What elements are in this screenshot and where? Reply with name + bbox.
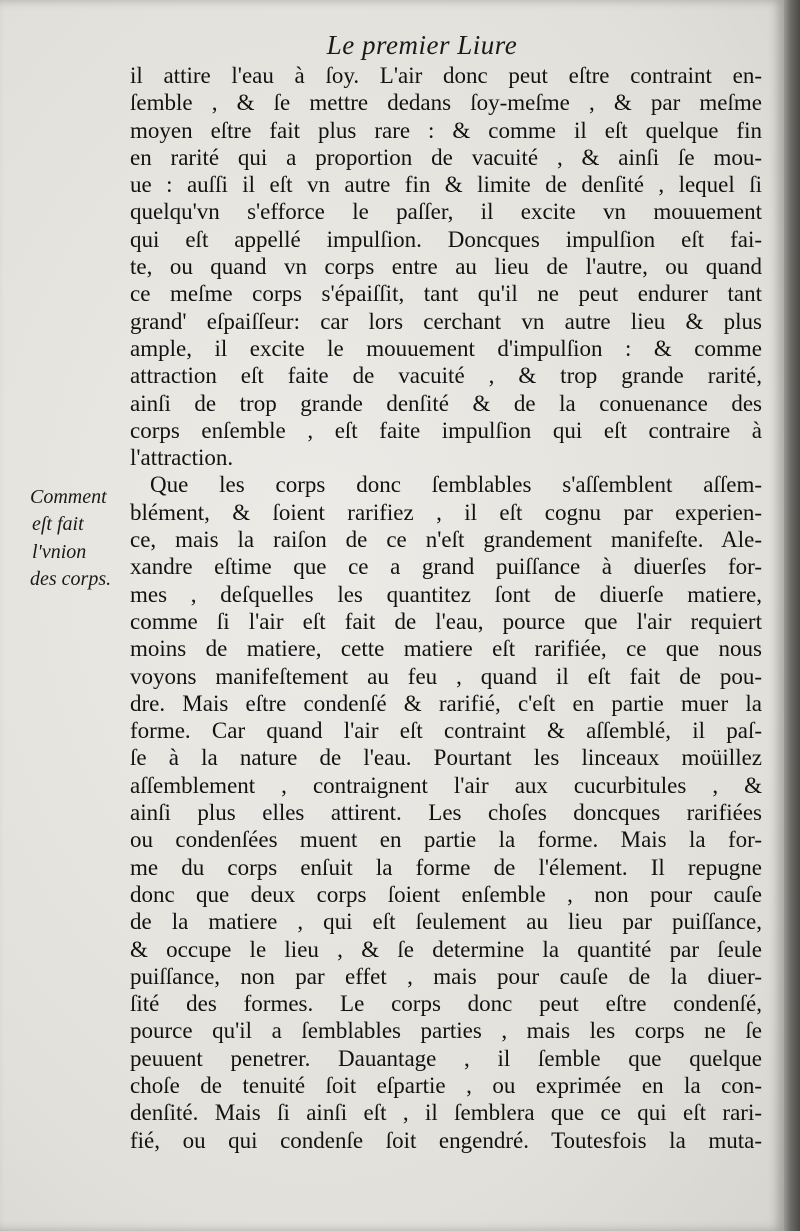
text-line: ſemble , & ſe mettre dedans ſoy-meſme , & par meſme xyxy=(130,90,762,116)
text-line: ue : auſſi il eſt vn autre fin & limite de denſité , lequel ſi xyxy=(130,172,762,198)
margin-note-line: des corps. xyxy=(30,567,112,590)
text-line: blément, & ſoient rarifiez , il eſt cognu par experien- xyxy=(130,499,762,525)
body-text xyxy=(130,62,762,1154)
text-line: moyen eſtre fait plus rare : & comme il eſt quelque fin xyxy=(130,117,762,143)
text-line: peuuent penetrer. Dauantage , il ſemble que quelque xyxy=(130,1045,762,1071)
text-line: moins de matiere, cette matiere eſt rarifiée, ce que nous xyxy=(130,636,762,662)
text-line: de la matiere , qui eſt ſeulement au lieu par puiſſance, xyxy=(130,909,762,935)
text-line: te, ou quand vn corps entre au lieu de l'autre, ou quand xyxy=(130,254,762,280)
text-line: xandre eſtime que ce a grand puiſſance à diuerſes for- xyxy=(130,554,762,580)
text-line: fié, ou qui condenſe ſoit engendré. Toutesfois la muta- xyxy=(130,1127,762,1153)
text-line: Que les corps donc ſemblables s'aſſemblent aſſem- xyxy=(150,472,762,498)
text-line: puiſſance, non par effet , mais pour cauſe de la diuer- xyxy=(130,963,762,989)
text-line: me du corps enſuit la forme de l'élement. Il repugne xyxy=(130,854,762,880)
page-edge xyxy=(784,0,800,1231)
running-head xyxy=(0,30,784,61)
text-line: qui eſt appellé impulſion. Doncques impulſion eſt fai- xyxy=(130,226,762,252)
running-head-text: Le premier Liure xyxy=(326,30,518,60)
text-line: donc que deux corps ſoient enſemble , non pour cauſe xyxy=(130,881,762,907)
text-line: il attire l'eau à ſoy. L'air donc peut eſtre contraint en- xyxy=(130,63,762,88)
text-line: l'attraction. xyxy=(130,445,234,471)
text-line: mes , deſquelles les quantitez ſont de diuerſe matiere, xyxy=(130,581,762,607)
text-line: & occupe le lieu , & ſe determine la quantité par ſeule xyxy=(130,936,762,962)
text-line: forme. Car quand l'air eſt contraint & aſſemblé, il paſ- xyxy=(130,718,762,744)
text-line: ou condenſées muent en partie la forme. Mais la for- xyxy=(130,827,762,853)
text-line: ainſi de trop grande denſité & de la conuenance des xyxy=(130,390,762,416)
text-line: comme ſi l'air eſt fait de l'eau, pource que l'air requiert xyxy=(130,608,762,634)
text-line: ſe à la nature de l'eau. Pourtant les linceaux moüillez xyxy=(130,745,762,771)
margin-note-line: Comment xyxy=(30,486,107,508)
text-line: corps enſemble , eſt faite impulſion qui eſt contraire à xyxy=(130,417,762,443)
text-line: ce, mais la raiſon de ce n'eſt grandement manifeſte. Ale- xyxy=(130,527,762,553)
text-line: dre. Mais eſtre condenſé & rarifié, c'eſt en partie muer la xyxy=(130,690,762,716)
text-line: denſité. Mais ſi ainſi eſt , il ſemblera que ce qui eſt rari- xyxy=(130,1100,762,1126)
text-line: choſe de tenuité ſoit eſpartie , ou exprimée en la con- xyxy=(130,1072,762,1098)
text-line: grand' eſpaiſſeur: car lors cerchant vn autre lieu & plus xyxy=(130,308,762,334)
margin-note-line: eſt fait xyxy=(32,513,84,536)
text-line: aſſemblement , contraignent l'air aux cucurbitules , & xyxy=(130,772,762,798)
text-line: quelqu'vn s'efforce le paſſer, il excite vn mouuement xyxy=(130,199,762,225)
text-line: ce meſme corps s'épaiſſit, tant qu'il ne peut endurer tant xyxy=(130,281,762,307)
margin-note-line: l'vnion xyxy=(32,540,87,563)
text-line: ſité des formes. Le corps donc peut eſtre condenſé, xyxy=(130,991,762,1017)
text-line: ainſi plus elles attirent. Les choſes doncques rarifiées xyxy=(130,800,762,826)
text-line: pource qu'il a ſemblables parties , mais les corps ne ſe xyxy=(130,1018,762,1044)
text-line: voyons manifeſtement au feu , quand il eſt fait de pou- xyxy=(130,663,762,689)
text-line: attraction eſt faite de vacuité , & trop grande rarité, xyxy=(130,363,762,389)
margin-note xyxy=(30,484,130,593)
text-line: en rarité qui a proportion de vacuité , & ainſi ſe mou- xyxy=(130,144,762,170)
text-line: ample, il excite le mouuement d'impulſion : & comme xyxy=(130,335,762,361)
